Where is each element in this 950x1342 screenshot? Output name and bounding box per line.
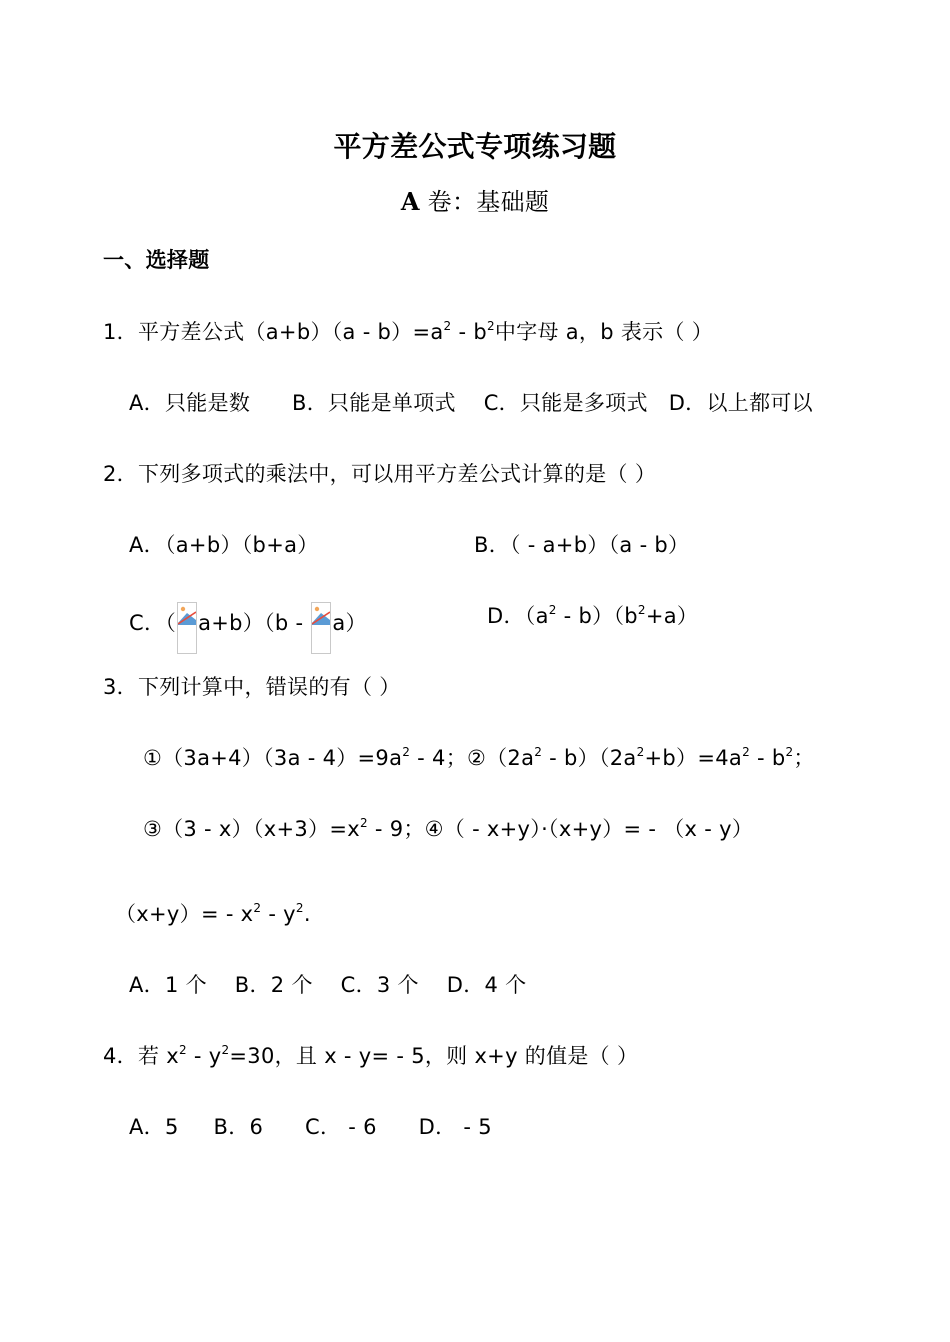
question-4-stem: 4．若 $x^2 - y^2=30$，且 x - y= - 5，则 x+y 的值是（ ） bbox=[103, 1043, 639, 1068]
section-heading: 一、选择题 bbox=[103, 248, 210, 272]
question-3-line-2: ③（3 - $x)(x+3)=x^2 - 9$；④（ - x+y）·（x+y）= - （x - y） bbox=[143, 816, 754, 841]
page-subtitle bbox=[0, 186, 950, 218]
question-1-stem: 1．平方差公式$(a+b)(a - b)=a^2 - b^2$中字母 a，b 表示（ ） bbox=[103, 319, 714, 344]
question-3-line-3: $(x+y)= - x^2 - y^2$. bbox=[115, 901, 311, 926]
broken-image-icon bbox=[311, 602, 331, 654]
page-title: 平方差公式专项练习题 bbox=[333, 130, 617, 163]
question-1-options: A．只能是数 B．只能是单项式 C．只能是多项式 D．以上都可以 bbox=[129, 391, 813, 415]
subtitle-prefix: A bbox=[400, 187, 420, 216]
question-2-option-b: B．（ - a+b）（a - b） bbox=[474, 533, 690, 557]
question-3-line-1: ①（3a+4）（3a - $4)=9a^2 - 4$；$②(2a^2 - b)(2a^2+b)=4a^2 - b^2$； bbox=[143, 745, 815, 770]
question-4-options: A．5 B．6 C． - 6 D． - 5 bbox=[129, 1115, 492, 1139]
question-2-option-d: D．$(a^2 - b)(b^2+a)$ bbox=[487, 603, 699, 628]
subtitle-text: 卷：基础题 bbox=[427, 188, 550, 216]
broken-image-icon bbox=[177, 602, 197, 654]
question-3-options: A．1 个 B．2 个 C．3 个 D．4 个 bbox=[129, 973, 527, 997]
question-2-option-a: A．（a+b）（b+a） bbox=[129, 533, 319, 557]
question-2-stem: 2．下列多项式的乘法中，可以用平方差公式计算的是（ ） bbox=[103, 462, 657, 486]
question-2-option-c: C．（ a+b）（b - a） bbox=[129, 602, 367, 654]
question-3-stem: 3．下列计算中，错误的有（ ） bbox=[103, 675, 401, 699]
